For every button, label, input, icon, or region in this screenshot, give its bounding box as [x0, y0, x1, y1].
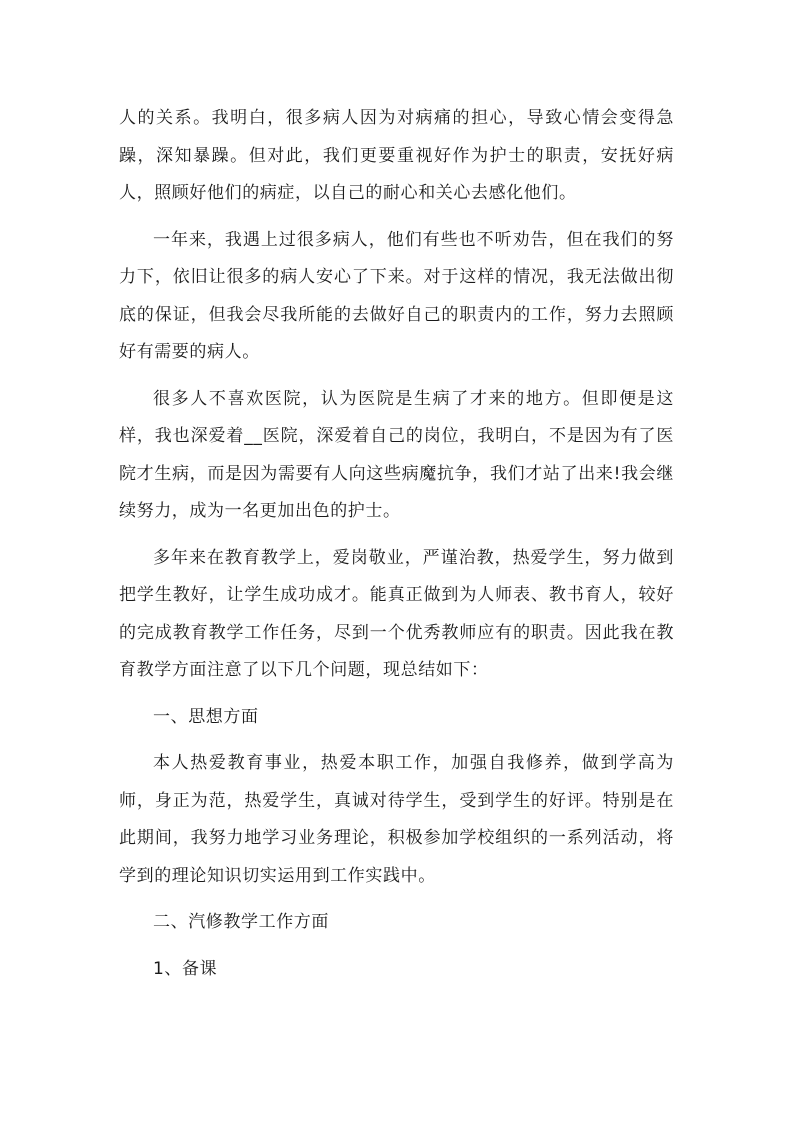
paragraph-nurse-hospital-love: 很多人不喜欢医院，认为医院是生病了才来的地方。但即便是这样，我也深爱着__医院，深爱着自己的岗位，我明白，不是因为有了医院才生病，而是因为需要有人向这些病魔抗争，我们才站了出来!我会继续努力，成为一名更加出色的护士。 [119, 388, 674, 521]
paragraph-thought-content: 本人热爱教育事业，热爱本职工作，加强自我修养，做到学高为师，身正为范，热爱学生，真诚对待学生，受到学生的好评。特别是在此期间，我努力地学习业务理论，积极参加学校组织的一系列活动，将学到的理论知识切实运用到工作实践中。 [119, 753, 674, 886]
subsection-heading-lesson-prep: 1、备课 [153, 958, 218, 979]
section-heading-thought: 一、思想方面 [153, 706, 259, 727]
paragraph-teaching-intro: 多年来在教育教学上，爱岗敬业，严谨治教，热爱学生，努力做到把学生教好，让学生成功成才。能真正做到为人师表、教书育人，较好的完成教育教学工作任务，尽到一个优秀教师应有的职责。因此我在教育教学方面注意了以下几个问题，现总结如下： [119, 547, 674, 680]
paragraph-nurse-year-review: 一年来，我遇上过很多病人，他们有些也不听劝告，但在我们的努力下，依旧让很多的病人安心了下来。对于这样的情况，我无法做出彻底的保证，但我会尽我所能的去做好自己的职责内的工作，努力去照顾好有需要的病人。 [119, 229, 674, 362]
document-page [119, 100, 674, 997]
section-heading-auto-repair-teaching: 二、汽修教学工作方面 [153, 912, 329, 932]
paragraph-nurse-relationship: 人的关系。我明白，很多病人因为对病痛的担心，导致心情会变得急躁，深知暴躁。但对此，我们更要重视好作为护士的职责，安抚好病人，照顾好他们的病症，以自己的耐心和关心去感化他们。 [119, 108, 674, 203]
